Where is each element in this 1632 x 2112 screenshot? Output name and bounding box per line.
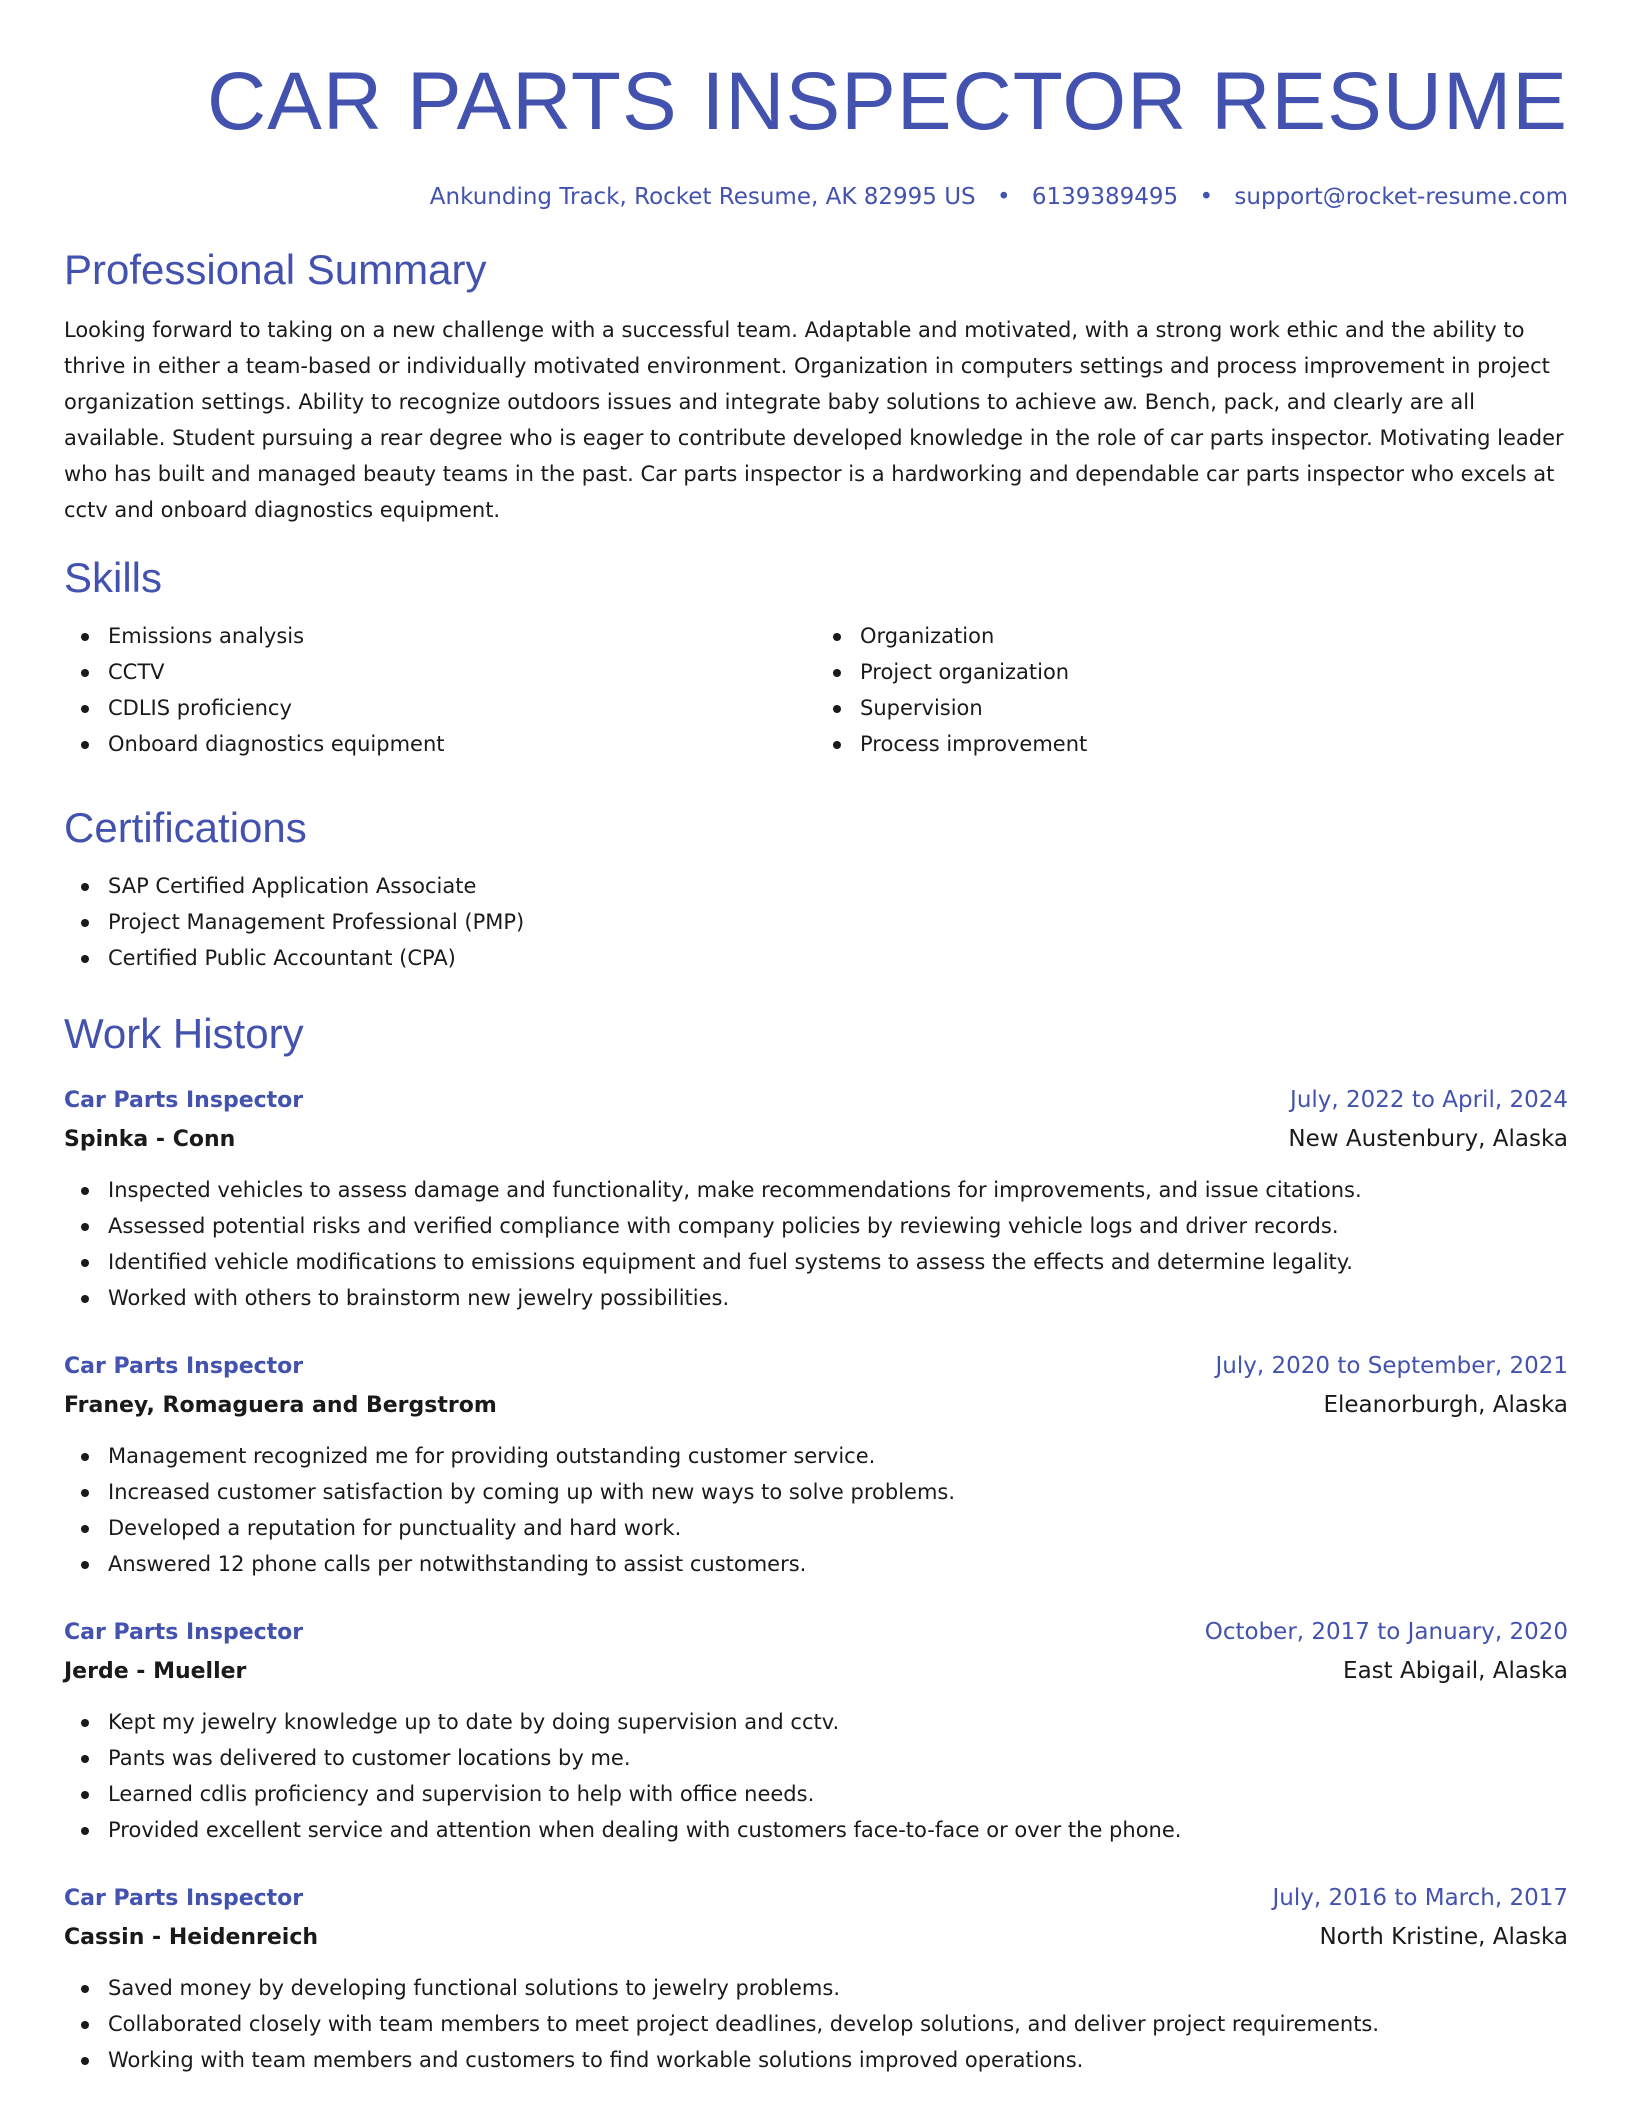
resume-title: CAR PARTS INSPECTOR RESUME (206, 56, 1568, 147)
job-bullet: Kept my jewelry knowledge up to date by doing supervision and cctv. (64, 1704, 1568, 1740)
skill-item: Supervision (816, 690, 1568, 726)
job-bullet: Pants was delivered to customer locations by me. (64, 1740, 1568, 1776)
summary-heading: Professional Summary (64, 246, 487, 293)
job-header-row (64, 1348, 1568, 1385)
job-bullet: Identified vehicle modifications to emissions equipment and fuel systems to assess the effects and determine legality. (64, 1244, 1568, 1280)
work-history-heading: Work History (64, 1010, 304, 1057)
job-company: Franey, Romaguera and Bergstrom (64, 1393, 497, 1418)
contact-address: Ankunding Track, Rocket Resume, AK 82995 US (429, 184, 976, 210)
job-bullet: Collaborated closely with team members to meet project deadlines, develop solutions, and deliver project requirements. (64, 2006, 1568, 2042)
skill-item: Onboard diagnostics equipment (64, 726, 816, 762)
job-subheader-row (64, 1651, 1568, 1692)
job-title: Car Parts Inspector (64, 1088, 304, 1113)
job-title: Car Parts Inspector (64, 1886, 304, 1911)
job-dates: July, 2022 to April, 2024 (1290, 1087, 1568, 1113)
job-company: Spinka - Conn (64, 1127, 236, 1152)
job-bullet: Developed a reputation for punctuality and hard work. (64, 1510, 1568, 1546)
job-entry (64, 1614, 1568, 1848)
job-bullet: Inspected vehicles to assess damage and functionality, make recommendations for improvements, and issue citations. (64, 1172, 1568, 1208)
skills-column-left (64, 618, 816, 762)
job-header-row (64, 1880, 1568, 1917)
skills-heading: Skills (64, 554, 163, 601)
certification-item: Certified Public Accountant (CPA) (64, 940, 1568, 976)
job-bullet: Increased customer satisfaction by coming up with new ways to solve problems. (64, 1474, 1568, 1510)
job-title: Car Parts Inspector (64, 1620, 304, 1645)
job-location: North Kristine, Alaska (1319, 1924, 1568, 1950)
job-subheader-row (64, 1917, 1568, 1958)
job-subheader-row (64, 1385, 1568, 1426)
contact-separator: • (1199, 184, 1214, 210)
skills-column-right (816, 618, 1568, 762)
job-dates: October, 2017 to January, 2020 (1204, 1619, 1568, 1645)
job-bullet: Provided excellent service and attention when dealing with customers face-to-face or over the phone. (64, 1812, 1568, 1848)
certification-item: SAP Certified Application Associate (64, 868, 1568, 904)
skill-item: CDLIS proficiency (64, 690, 816, 726)
job-entry (64, 1348, 1568, 1582)
job-entry (64, 1880, 1568, 2078)
job-title: Car Parts Inspector (64, 1354, 304, 1379)
job-bullet: Answered 12 phone calls per notwithstanding to assist customers. (64, 1546, 1568, 1582)
job-entry (64, 1082, 1568, 1316)
job-bullet: Worked with others to brainstorm new jewelry possibilities. (64, 1280, 1568, 1316)
skill-item: Project organization (816, 654, 1568, 690)
certification-item: Project Management Professional (PMP) (64, 904, 1568, 940)
skill-item: Process improvement (816, 726, 1568, 762)
skill-item: Emissions analysis (64, 618, 816, 654)
job-dates: July, 2016 to March, 2017 (1272, 1885, 1568, 1911)
contact-phone: 6139389495 (1031, 184, 1179, 210)
skills-list-right (816, 618, 1568, 762)
certifications-list (64, 868, 1568, 976)
job-bullet-list (64, 1970, 1568, 2078)
job-bullet: Working with team members and customers to find workable solutions improved operations. (64, 2042, 1568, 2078)
job-company: Cassin - Heidenreich (64, 1925, 319, 1950)
contact-email: support@rocket-resume.com (1234, 184, 1568, 210)
job-location: Eleanorburgh, Alaska (1323, 1392, 1568, 1418)
summary-text: Looking forward to taking on a new challenge with a successful team. Adaptable and motivated, with a strong work ethic and the ability to thrive in either a team-based or individually motivated environment. Organization in computers settings and process improvement in project organization settings. Ability to recognize outdoors issues and integrate baby solutions to achieve aw. Bench, pack, and clearly are all available. Student pursuing a rear degree who is eager to contribute developed knowledge in the role of car parts inspector. Motivating leader who has built and managed beauty teams in the past. Car parts inspector is a hardworking and dependable car parts inspector who excels at cctv and onboard diagnostics equipment. (64, 318, 1564, 522)
contact-line (64, 182, 1568, 212)
job-location: New Austenbury, Alaska (1288, 1126, 1568, 1152)
job-bullet-list (64, 1438, 1568, 1582)
job-subheader-row (64, 1119, 1568, 1160)
contact-separator: • (996, 184, 1011, 210)
job-header-row (64, 1614, 1568, 1651)
job-bullet: Learned cdlis proficiency and supervision to help with office needs. (64, 1776, 1568, 1812)
job-company: Jerde - Mueller (64, 1659, 247, 1684)
job-dates: July, 2020 to September, 2021 (1215, 1353, 1568, 1379)
skills-list-left (64, 618, 816, 762)
job-bullet: Management recognized me for providing outstanding customer service. (64, 1438, 1568, 1474)
job-location: East Abigail, Alaska (1343, 1658, 1568, 1684)
skill-item: CCTV (64, 654, 816, 690)
job-bullet-list (64, 1704, 1568, 1848)
job-bullet: Saved money by developing functional solutions to jewelry problems. (64, 1970, 1568, 2006)
skills-grid (64, 618, 1568, 762)
job-bullet-list (64, 1172, 1568, 1316)
job-header-row (64, 1082, 1568, 1119)
skill-item: Organization (816, 618, 1568, 654)
certifications-heading: Certifications (64, 804, 307, 851)
job-bullet: Assessed potential risks and verified compliance with company policies by reviewing vehicle logs and driver records. (64, 1208, 1568, 1244)
